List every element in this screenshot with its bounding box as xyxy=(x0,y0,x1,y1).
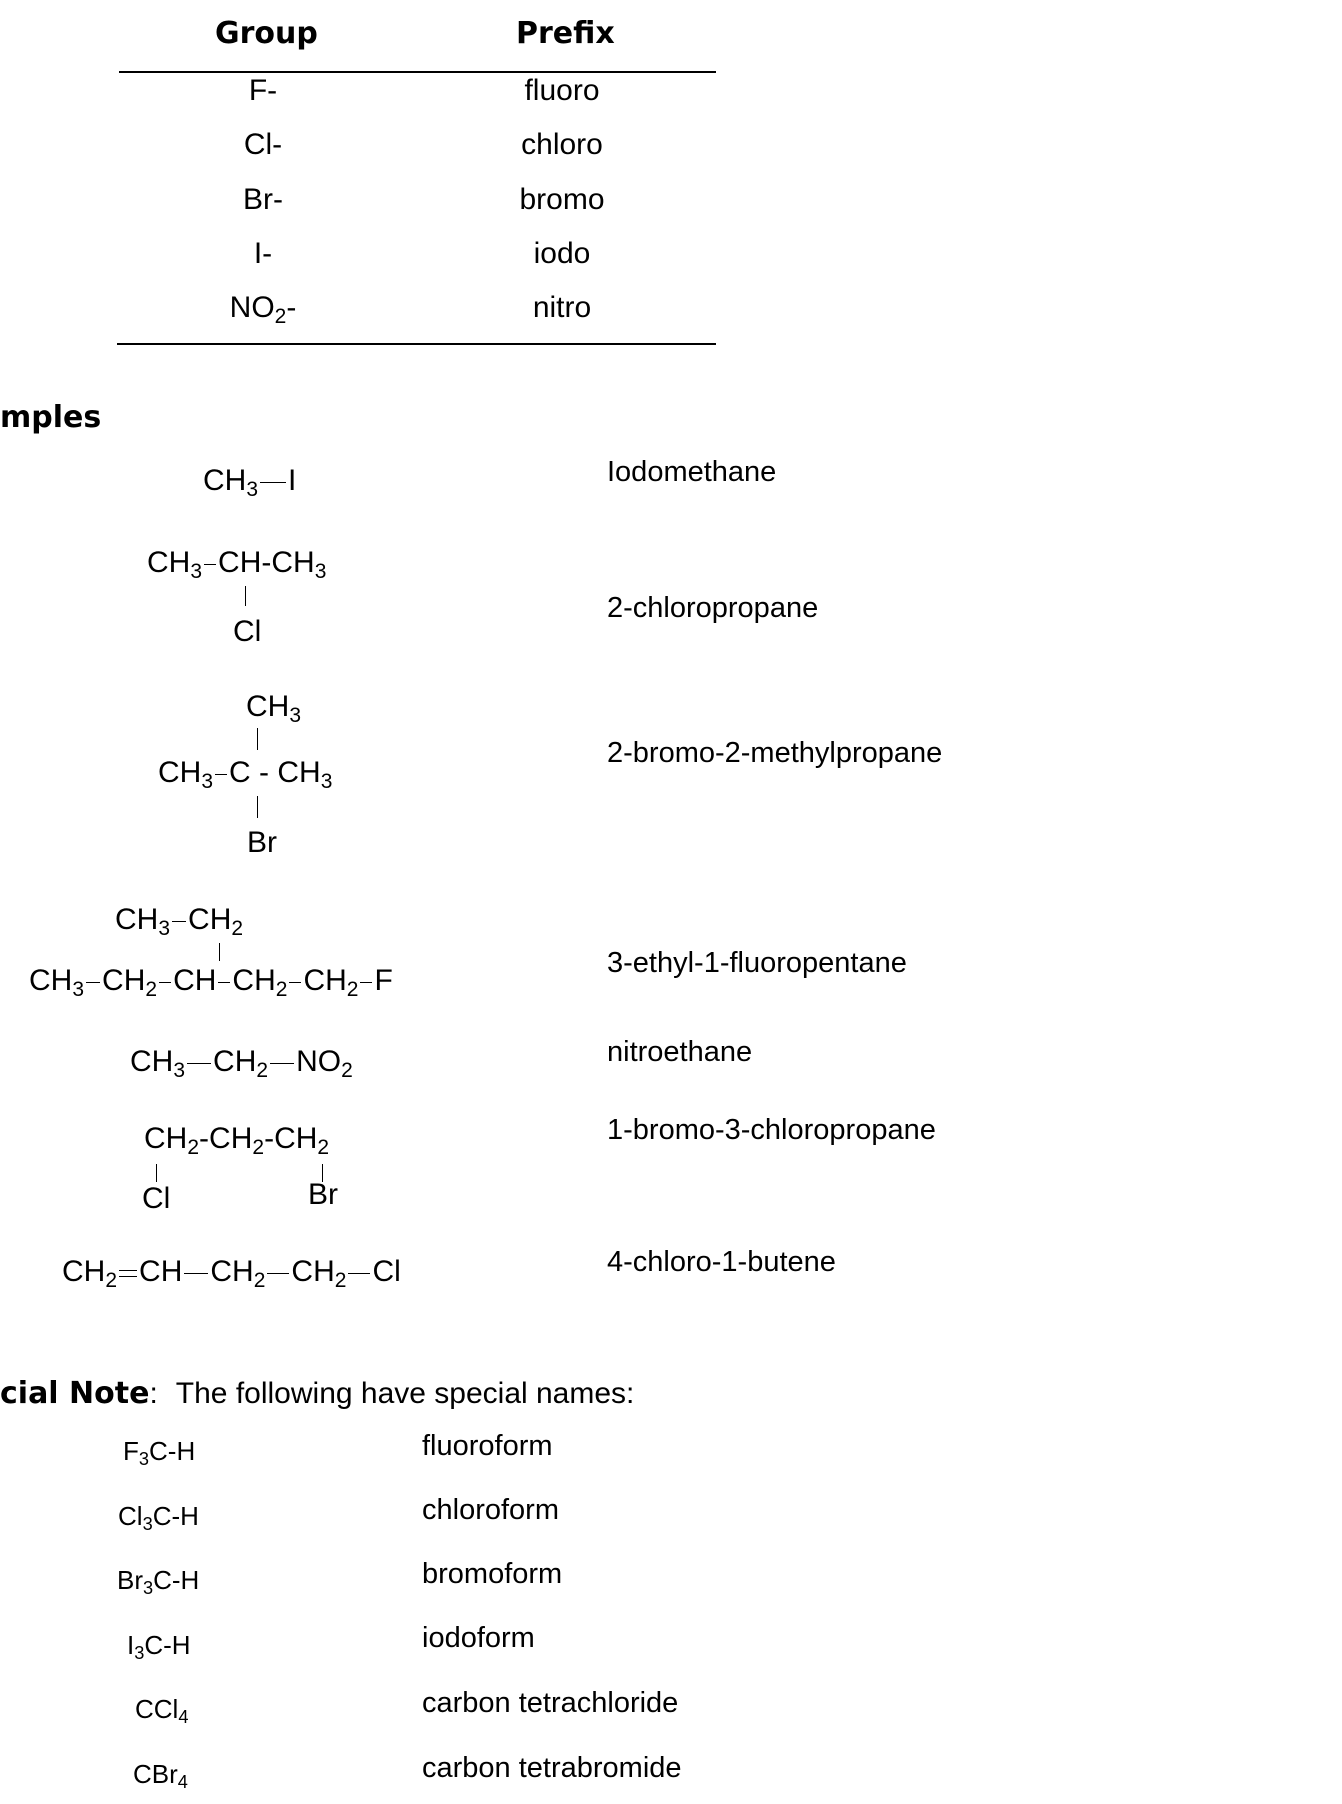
structure-4-chloro-1-butene: $CH_2$ CH $CH_2$ $CH_2$ Cl xyxy=(62,1255,401,1293)
structure-2-chloropropane: $CH_3$ $CH-CH_3$ xyxy=(147,546,327,584)
special-note-line xyxy=(0,1376,634,1411)
compound-name: 1-bromo-3-chloropropane xyxy=(607,1114,936,1146)
compound-name: 3-ethyl-1-fluoropentane xyxy=(607,947,907,979)
atom-br: Br xyxy=(308,1178,338,1211)
table-row-prefix: nitro xyxy=(532,291,592,324)
special-name: fluoroform xyxy=(422,1430,553,1462)
bond-vertical xyxy=(156,1164,157,1182)
table-row-group: I- xyxy=(253,237,273,270)
special-note-heading: cial Note xyxy=(0,1376,150,1411)
atom-ch3-top: $CH_3$ xyxy=(246,690,302,728)
table-row-prefix: bromo xyxy=(519,183,605,216)
bond-vertical xyxy=(219,943,220,961)
special-name: bromoform xyxy=(422,1558,563,1590)
table-row-group: F- xyxy=(248,74,278,107)
bond-vertical xyxy=(245,586,246,606)
special-name: iodoform xyxy=(422,1622,535,1654)
atom-cl: Cl xyxy=(233,615,262,648)
table-row-prefix: chloro xyxy=(521,128,603,161)
special-note-colon: : xyxy=(149,1377,158,1410)
compound-name: Iodomethane xyxy=(607,456,777,488)
structure-2-bromo-2-methylpropane: $CH_3$ C - $CH_3$ xyxy=(158,756,333,794)
compound-name: 2-chloropropane xyxy=(607,592,819,624)
special-formula: $I_3C-H$ xyxy=(127,1630,191,1664)
special-formula: $Cl_3C-H$ xyxy=(118,1501,199,1535)
special-formula: $Br_3C-H$ xyxy=(117,1565,200,1599)
atom-ethyl-group: $CH_3$ $CH_2$ xyxy=(115,903,244,941)
special-formula: CBr$_4$ xyxy=(133,1759,188,1793)
table-row-group: Cl- xyxy=(243,128,283,161)
compound-name: 4-chloro-1-butene xyxy=(607,1246,836,1278)
table-row-prefix: fluoro xyxy=(524,74,600,107)
compound-name: nitroethane xyxy=(607,1036,753,1068)
special-name: carbon tetrabromide xyxy=(422,1752,682,1784)
table-header-group: Group xyxy=(215,16,318,51)
atom-cl: Cl xyxy=(142,1182,171,1215)
bond-vertical xyxy=(257,728,258,750)
special-name: carbon tetrachloride xyxy=(422,1687,679,1719)
table-header-prefix: Prefix xyxy=(516,16,615,51)
structure-3-ethyl-1-fluoropentane: $CH_3$ $CH_2$ CH $CH_2$ $CH_2$ F xyxy=(29,964,393,1002)
bond-vertical xyxy=(257,796,258,818)
special-note-text: The following have special names: xyxy=(175,1377,635,1410)
examples-heading: mples xyxy=(0,400,102,435)
atom-br: Br xyxy=(247,826,277,859)
structure-iodomethane: $CH_3$ I xyxy=(203,464,297,502)
structure-nitroethane: $CH_3$ $CH_2$ $NO_2$ xyxy=(130,1045,353,1083)
table-row-group: $NO_2-$ xyxy=(229,291,297,329)
special-name: chloroform xyxy=(422,1494,559,1526)
table-bottom-rule xyxy=(117,343,716,345)
special-formula: $F_3C-H$ xyxy=(123,1436,196,1470)
table-row-prefix: iodo xyxy=(533,237,591,270)
table-row-group: Br- xyxy=(243,183,283,216)
table-top-rule xyxy=(119,71,716,73)
structure-1-bromo-3-chloropropane: $CH_2-CH_2-CH_2$ xyxy=(144,1122,330,1160)
special-formula: CCl$_4$ xyxy=(135,1694,189,1728)
compound-name: 2-bromo-2-methylpropane xyxy=(607,737,943,769)
